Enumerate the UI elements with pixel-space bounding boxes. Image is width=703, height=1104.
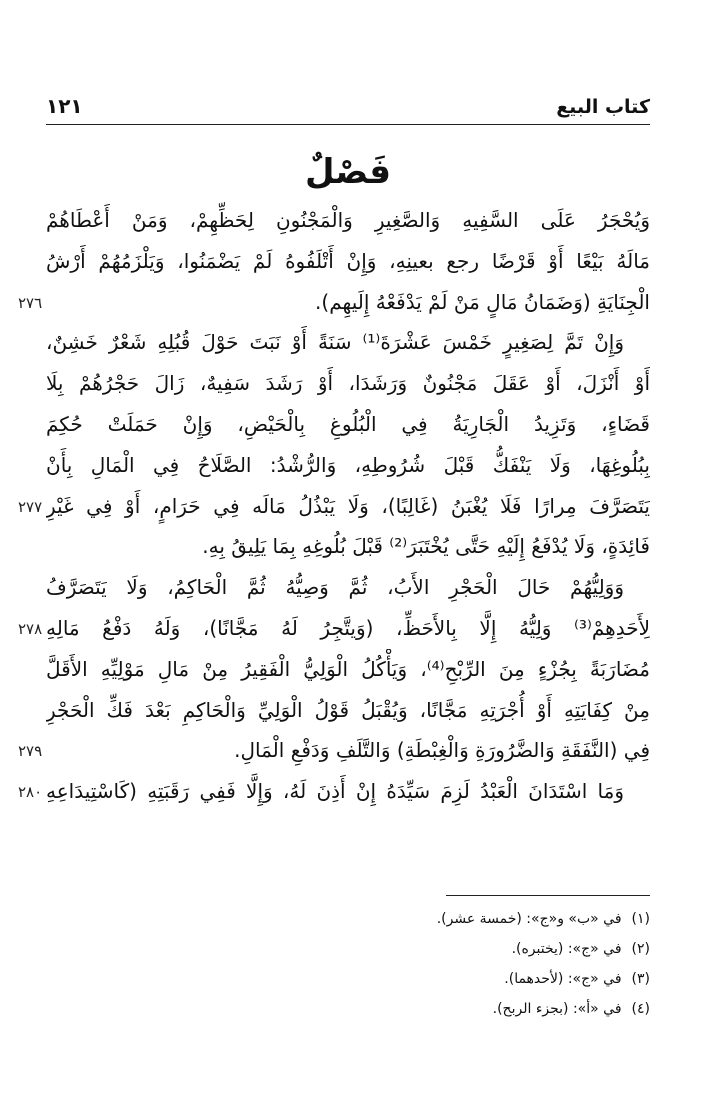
page-number: ١٢١ (46, 94, 83, 118)
body-line: بِبُلُوغِهَا، وَلَا يَنْفَكُّ قَبْلَ شُرُوطِهِ، وَالرُّشْدُ: الصَّلَاحُ فِي الْمَالِ بِأَنْ (46, 452, 650, 477)
margin-number: ٢٧٩ (18, 742, 43, 761)
footnotes (46, 904, 650, 1024)
margin-number: ٢٧٧ (18, 497, 43, 516)
footnote (46, 994, 650, 1024)
section-heading: فَصْلٌ (304, 152, 392, 192)
footnote-rule (446, 895, 650, 896)
body-line: وَإِنْ تَمَّ لِصَغِيرٍ خَمْسَ عَشْرَةَ⁽¹⁾ سَنَةً أَوْ نَبَتَ حَوْلَ قُبُلِهِ شَعْرٌ خَشِنٌ، (46, 330, 624, 355)
footnote-text: في «ج»: (يختبره). (511, 941, 622, 957)
footnote (46, 904, 650, 934)
body-line: وَيُحْجَرُ عَلَى السَّفِيهِ وَالصَّغِيرِ وَالْمَجْنُونِ لِحَظِّهِمْ، وَمَنْ أَعْطَاهُمْ (46, 208, 650, 232)
margin-number: ٢٨٠ (18, 783, 43, 802)
margin-number: ٢٧٨ (18, 620, 43, 638)
running-title: كتاب البيع (556, 96, 650, 118)
body-line: مِنْ كِفَايَتِهِ أَوْ أُجْرَتِهِ مَجَّانًا، وَيُقْبَلُ قَوْلُ الْوَلِيِّ وَالْحَاكِمِ بَعْدَ فَكِّ الْحَجْرِ (46, 697, 650, 722)
footnote-text: في «ج»: (لأحدهما). (504, 971, 622, 987)
margin-number: ٢٧٦ (18, 293, 43, 312)
body-text (46, 200, 650, 812)
header-rule (46, 124, 650, 125)
footnote-number: (٣) (631, 971, 650, 987)
footnote-number: (٤) (631, 1001, 650, 1017)
body-line: قَضَاءٍ، وَتَزِيدُ الْجَارِيَةُ فِي الْبُلُوغِ بِالْحَيْضِ، وَإِنْ حَمَلَتْ حُكِمَ (46, 411, 650, 436)
body-line: مَالَهُ بَيْعًا أَوْ قَرْضًا رجع بعينِهِ، وَإِنْ أَتْلَفُوهُ لَمْ يَضْمَنُوا، وَيَلْزَمُهُمْ أَرْشُ (46, 248, 650, 273)
page-header (46, 88, 650, 124)
body-line: الْجِنَايَةِ (وَضَمَانُ مَالٍ مَنْ لَمْ يَدْفَعْهُ إِلَيهِم). (315, 289, 650, 314)
body-line: وَوَلِيُّهُمْ حَالَ الْحَجْرِ الأَبُ، ثُمَّ وَصِيُّهُ ثُمَّ الْحَاكِمُ، وَلَا يَتَصَرَّفُ (46, 575, 624, 600)
body-line: وَمَا اسْتَدَانَ الْعَبْدُ لَزِمَ سَيِّدَهُ إِنْ أَذِنَ لَهُ، وَإِلَّا فَفِي رَقَبَتِهِ (كَاسْتِيدَاعِهِ (46, 779, 624, 804)
footnote-number: (٢) (631, 941, 650, 957)
footnote-text: في «أ»: (بجزء الربح). (492, 1001, 622, 1017)
body-line: لِأَحَدِهِمْ⁽³⁾ وَلِيُّهُ إِلَّا بِالأَحَظِّ، (وَيتَّجِرُ لَهُ مَجَّانًا)، وَلَهُ دَفْعُ مَالِهِ (46, 615, 650, 640)
footnote-text: في «ب» و«ج»: (خمسة عشر). (436, 911, 622, 927)
body-line: يَتَصَرَّفَ مِرارًا فَلَا يُغْبَنُ (غَالِبًا)، وَلَا يَبْذُلُ مَالَه فِي حَرَامٍ، أَوْ فِي غَيْرِ (46, 493, 650, 518)
body-line: فَائِدَةٍ، وَلَا يُدْفَعُ إِلَيْهِ حَتَّى يُخْتَبَرَ⁽²⁾ قَبْلَ بُلُوغِهِ بِمَا يَلِيقُ بِهِ. (202, 534, 650, 559)
footnote-number: (١) (631, 911, 650, 927)
footnote (46, 934, 650, 964)
body-line: مُضَارَبَةً بِجُزْءٍ مِنَ الرِّبْحِ⁽⁴⁾، وَيَأْكُلُ الْوَلِيُّ الْفَقِيرُ مِنْ مَالِ مَوْلِيِّهِ الأَقَلَّ (46, 656, 650, 681)
body-line: فِي (النَّفَقَةِ وَالضَّرُورَةِ وَالْغِبْطَةِ) وَالتَّلَفِ وَدَفْعِ الْمَالِ. (234, 738, 650, 763)
footnote (46, 964, 650, 994)
body-line: أَوْ أَنْزَلَ، أَوْ عَقَلَ مَجْنُونٌ وَرَشَدَا، أَوْ رَشَدَ سَفِيهٌ، زَالَ حَجْرُهُمْ بِلَا (46, 371, 650, 396)
